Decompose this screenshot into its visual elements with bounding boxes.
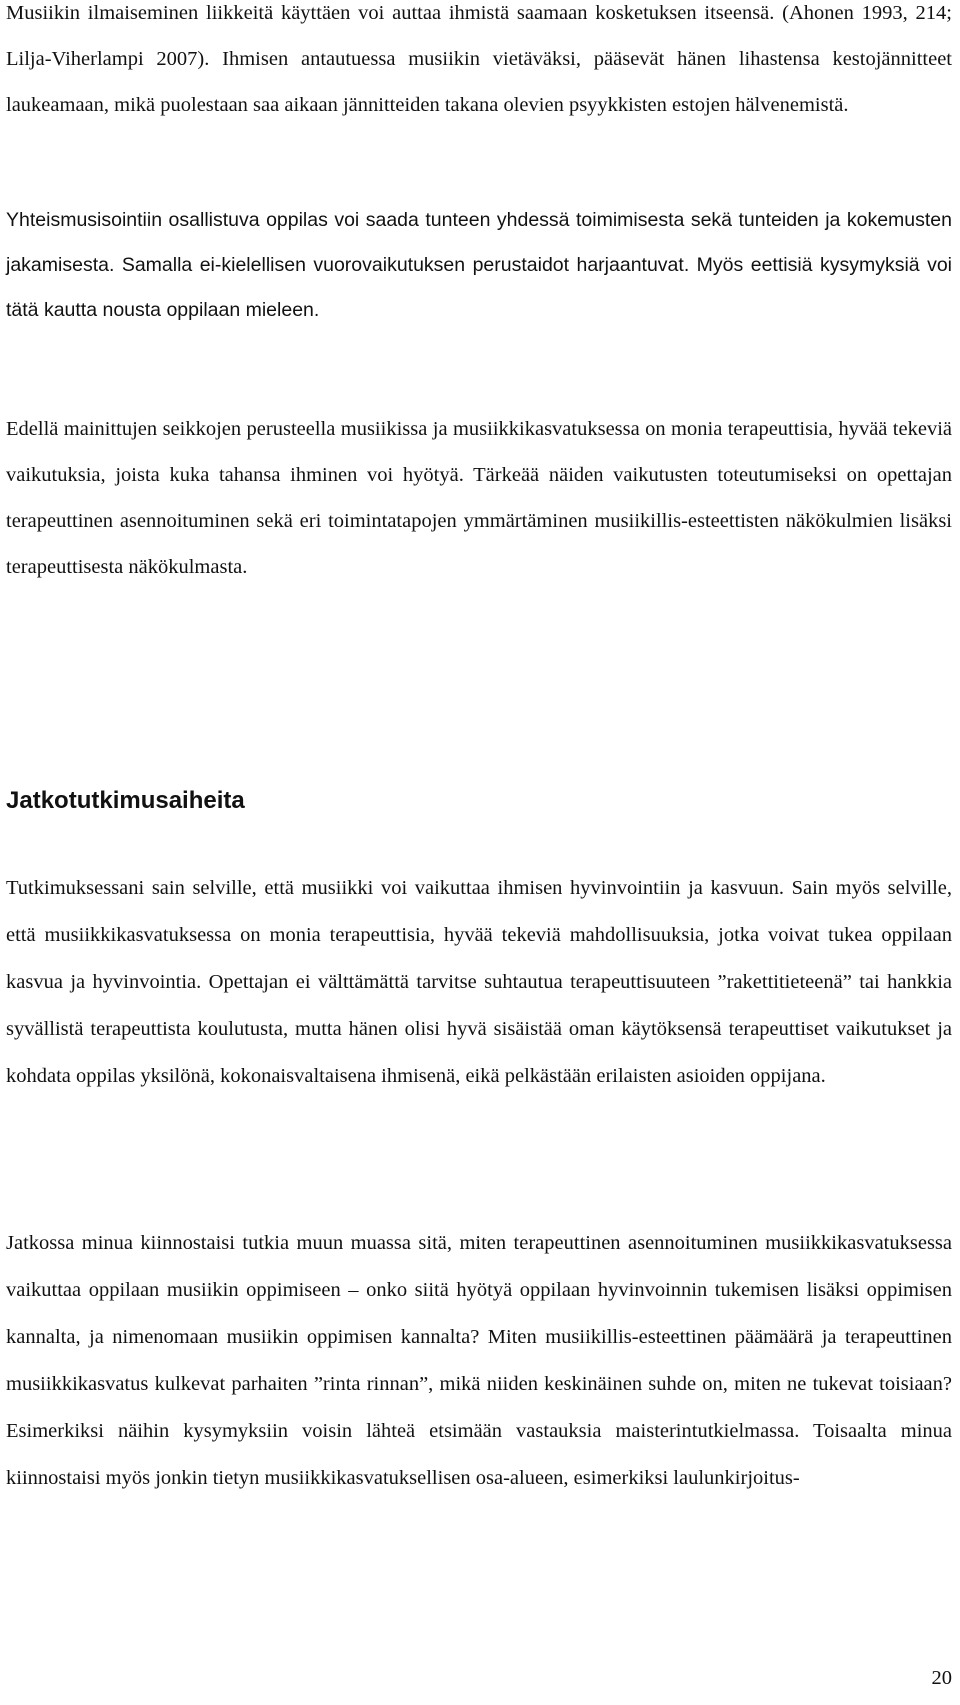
paragraph-music-movement: Musiikin ilmaiseminen liikkeitä käyttäen voi auttaa ihmistä saamaan kosketuksen itseensä. (Ahonen 1993, 214; Lilja-Viherlampi 2007). Ihmisen antautuessa musiikin vietäväksi, pääsevät hänen lihastensa kestojännitteet laukeamaan, mikä puolestaan saa aikaan jännitteiden takana olevien psyykkisten estojen hälvenemistä. <box>6 2 952 116</box>
paragraph-research-findings: Tutkimuksessani sain selville, että musiikki voi vaikuttaa ihmisen hyvinvointiin ja kasvuun. Sain myös selville, että musiikkikasvatuksessa on monia terapeuttisia, hyvää tekeviä mahdollisuuksia, jotka voivat tukea oppilaan kasvua ja hyvinvointia. Opettajan ei välttämättä tarvitse suhtautua terapeuttisuuteen ”rakettitieteenä” tai hankkia syvällistä terapeuttista koulutusta, mutta hänen olisi hyvä sisäistää oman käytöksensä terapeuttiset vaikutukset ja kohdata oppilas yksilönä, kokonaisvaltaisena ihmisenä, eikä pelkästään erilaisten asioiden oppijana. <box>6 877 952 1087</box>
section-heading: Jatkotutkimusaiheita <box>6 787 245 814</box>
paragraph-ensemble-playing: Yhteismusisointiin osallistuva oppilas voi saada tunteen yhdessä toimimisesta sekä tunteiden ja kokemusten jakamisesta. Samalla ei-kielellisen vuorovaikutuksen perustaidot harjaantuvat. Myös eettisiä kysymyksiä voi tätä kautta nousta oppilaan mieleen. <box>6 209 952 321</box>
page-number: 20 <box>931 1667 952 1689</box>
paragraph-future-research: Jatkossa minua kiinnostaisi tutkia muun muassa sitä, miten terapeuttinen asennoituminen musiikkikasvatuksessa vaikuttaa oppilaan musiikin oppimiseen – onko siitä hyötyä oppilaan hyvinvoinnin tukemisen lisäksi oppimisen kannalta, ja nimenomaan musiikin oppimisen kannalta? Miten musiikillis-esteettinen päämäärä ja terapeuttinen musiikkikasvatus kulkevat parhaiten ”rinta rinnan”, mikä niiden keskinäinen suhde on, miten ne tukevat toisiaan? Esimerkiksi näihin kysymyksiin voisin lähteä etsimään vastauksia maisterintutkielmassa. Toisaalta minua kiinnostaisi myös jonkin tietyn musiikkikasvatuksellisen osa-alueen, esimerkiksi laulunkirjoitus- <box>6 1232 952 1489</box>
paragraph-therapeutic-effects: Edellä mainittujen seikkojen perusteella musiikissa ja musiikkikasvatuksessa on monia terapeuttisia, hyvää tekeviä vaikutuksia, joista kuka tahansa ihminen voi hyötyä. Tärkeää näiden vaikutusten toteutumiseksi on opettajan terapeuttinen asennoituminen sekä eri toimintatapojen ymmärtäminen musiikillis-esteettisten näkökulmien lisäksi terapeuttisesta näkökulmasta. <box>6 418 952 578</box>
